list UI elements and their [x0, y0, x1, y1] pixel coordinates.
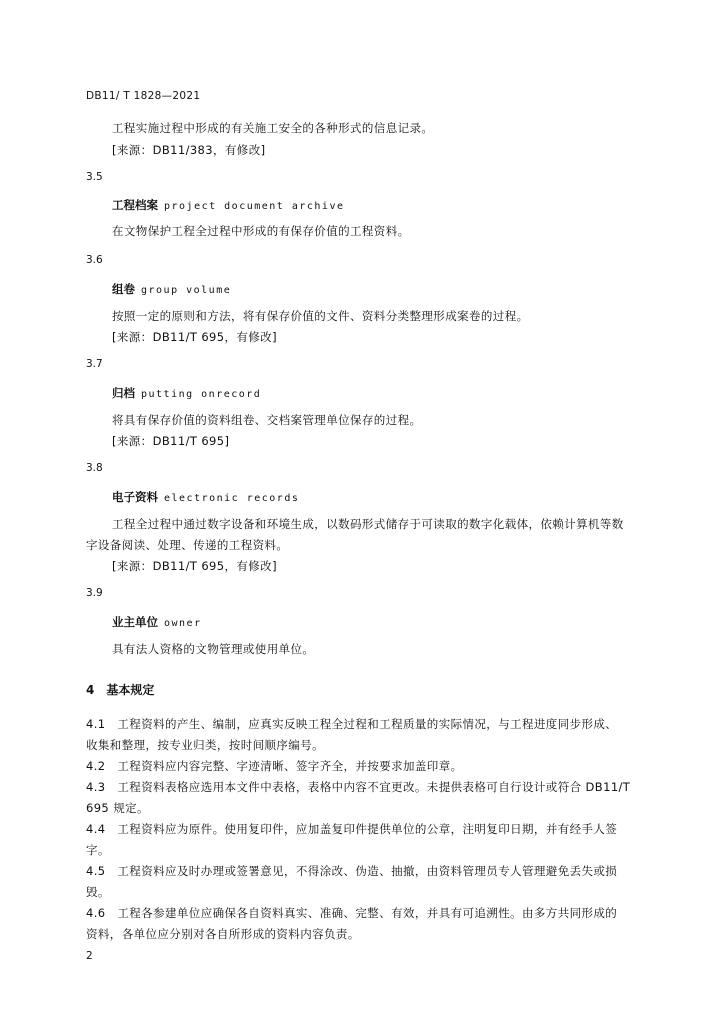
- term-definition: 具有法人资格的文物管理或使用单位。: [112, 642, 315, 656]
- clause-number: 4.3: [86, 780, 106, 794]
- term-en: putting onrecord: [141, 389, 262, 400]
- term-zh: 业主单位: [112, 615, 158, 629]
- term-definition: 按照一定的原则和方法，将有保存价值的文件、资料分类整理形成案卷的过程。: [112, 309, 529, 323]
- source-note: [来源：DB11/T 695]: [112, 434, 230, 448]
- term-en: project document archive: [164, 201, 345, 212]
- term-en: electronic records: [164, 493, 300, 504]
- clause-line-cont: 收集和整理，按专业归类，按时间顺序编号。: [86, 738, 324, 752]
- source-note: [来源：DB11/T 695，有修改]: [112, 559, 277, 573]
- clause-text: 工程资料的产生、编制，应真实反映工程全过程和工程质量的实际情况，与工程进度同步形成、: [117, 717, 618, 731]
- term-definition-cont: 字设备阅读、处理、传递的工程资料。: [86, 538, 289, 552]
- term-heading: [112, 281, 231, 297]
- term-number: 3.5: [86, 171, 103, 183]
- term-number: 3.7: [86, 358, 103, 370]
- term-number: 3.6: [86, 254, 103, 266]
- clause-line: [86, 716, 617, 732]
- standard-id-header: DB11/ T 1828—2021: [86, 90, 201, 102]
- term-definition: 在文物保护工程全过程中形成的有保存价值的工程资料。: [112, 224, 410, 238]
- term-heading: [112, 614, 202, 630]
- term-number: 3.8: [86, 462, 103, 474]
- term-en: group volume: [141, 285, 232, 296]
- term-zh: 组卷: [112, 282, 135, 296]
- term-number: 3.9: [86, 587, 103, 599]
- term-en: owner: [164, 618, 202, 629]
- clause-line-cont: 资料，各单位应分别对各自所形成的资料内容负责。: [86, 927, 360, 941]
- term-zh: 归档: [112, 386, 135, 400]
- clause-number: 4.1: [86, 717, 106, 731]
- clause-number: 4.6: [86, 906, 106, 920]
- clause-line-cont: 字。: [86, 843, 110, 857]
- source-note: [来源：DB11/T 695，有修改]: [112, 330, 277, 344]
- section-title: 4 基本规定: [86, 683, 155, 697]
- clause-text: 工程资料应为原件。使用复印件，应加盖复印件提供单位的公章，注明复印日期，并有经手人签: [117, 822, 618, 836]
- clause-text: 工程资料表格应选用本文件中表格，表格中内容不宜更改。未提供表格可自行设计或符合 DB11/T: [117, 780, 631, 794]
- page-number: 2: [86, 950, 93, 962]
- clause-text: 工程各参建单位应确保各自资料真实、准确、完整、有效，并具有可追溯性。由多方共同形成的: [117, 906, 618, 920]
- clause-line: [86, 863, 617, 879]
- clause-number: 4.5: [86, 864, 106, 878]
- term-definition: 将具有保存价值的资料组卷、交档案管理单位保存的过程。: [112, 413, 422, 427]
- clause-line-cont: 毁。: [86, 885, 110, 899]
- clause-text: 工程资料应及时办理或签署意见，不得涂改、伪造、抽撤，由资料管理员专人管理避免丢失或损: [117, 864, 618, 878]
- source-note: [来源：DB11/383，有修改]: [112, 143, 266, 157]
- term-heading: [112, 197, 345, 213]
- term-heading: [112, 489, 299, 505]
- clause-number: 4.4: [86, 822, 106, 836]
- clause-number: 4.2: [86, 759, 106, 773]
- term-zh: 电子资料: [112, 490, 158, 504]
- clause-line: [86, 779, 630, 795]
- clause-line: [86, 758, 463, 774]
- clause-text: 工程资料应内容完整、字迹清晰、签字齐全，并按要求加盖印章。: [117, 759, 463, 773]
- term-heading: [112, 385, 261, 401]
- term-definition: 工程全过程中通过数字设备和环境生成，以数码形式储存于可读取的数字化载体，依赖计算机等数: [112, 517, 624, 531]
- clause-line-cont: 695 规定。: [86, 801, 149, 815]
- paragraph-line: 工程实施过程中形成的有关施工安全的各种形式的信息记录。: [112, 121, 434, 135]
- term-zh: 工程档案: [112, 198, 158, 212]
- clause-line: [86, 905, 617, 921]
- clause-line: [86, 821, 617, 837]
